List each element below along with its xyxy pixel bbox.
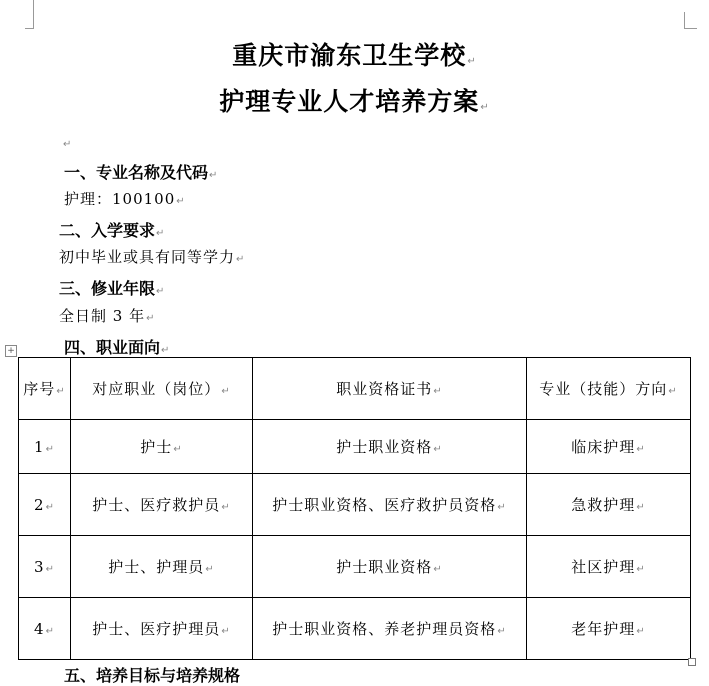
paragraph-mark-icon: ↵ <box>480 102 490 113</box>
table-cell[interactable]: 护士、医疗护理员↵ <box>71 598 253 660</box>
paragraph-mark-icon: ↵ <box>636 502 646 513</box>
section3-body: 全日制 3 年↵ <box>59 307 156 325</box>
empty-paragraph <box>62 132 71 151</box>
paragraph-mark-icon: ↵ <box>221 386 231 397</box>
section1-body: 护理：100100↵ <box>64 190 186 208</box>
table-row <box>19 536 691 598</box>
paragraph-mark-icon: ↵ <box>636 444 646 455</box>
section5-heading-partial: 五、培养目标与培养规格 <box>64 666 241 685</box>
paragraph-mark-icon: ↵ <box>205 564 215 575</box>
header-cell-index[interactable]: 序号↵ <box>19 358 71 420</box>
section4-heading: 四、职业面向↵ <box>64 338 170 357</box>
page-corner-mark-right <box>684 12 697 29</box>
section1-heading: 一、专业名称及代码↵ <box>64 163 218 182</box>
paragraph-mark-icon: ↵ <box>636 626 646 637</box>
table-header-row <box>19 358 691 420</box>
paragraph-mark-icon: ↵ <box>45 443 55 455</box>
table-row <box>19 598 691 660</box>
header-cell-direction[interactable]: 专业（技能）方向↵ <box>527 358 691 420</box>
section2-body: 初中毕业或具有同等学力↵ <box>59 248 246 266</box>
paragraph-mark-icon: ↵ <box>636 564 646 575</box>
paragraph-mark-icon: ↵ <box>56 386 66 397</box>
table-cell[interactable]: 护士职业资格↵ <box>253 536 527 598</box>
table-cell[interactable]: 1↵ <box>19 420 71 474</box>
paragraph-mark-icon: ↵ <box>221 502 231 513</box>
paragraph-mark-icon: ↵ <box>433 386 443 397</box>
paragraph-mark-icon: ↵ <box>161 345 170 356</box>
page-corner-mark-left <box>25 0 34 29</box>
paragraph-mark-icon: ↵ <box>45 563 55 575</box>
table-cell[interactable]: 3↵ <box>19 536 71 598</box>
table-cell[interactable]: 4↵ <box>19 598 71 660</box>
paragraph-mark-icon: ↵ <box>176 196 186 207</box>
paragraph-mark-icon: ↵ <box>433 444 443 455</box>
header-cell-occupation[interactable]: 对应职业（岗位）↵ <box>71 358 253 420</box>
table-cell[interactable]: 护士职业资格、医疗救护员资格↵ <box>253 474 527 536</box>
paragraph-mark-icon: ↵ <box>63 139 72 150</box>
table-row <box>19 420 691 474</box>
table-cell[interactable]: 护士、护理员↵ <box>71 536 253 598</box>
paragraph-mark-icon: ↵ <box>146 313 156 324</box>
occupation-table <box>18 357 691 660</box>
paragraph-mark-icon: ↵ <box>156 286 165 297</box>
paragraph-mark-icon: ↵ <box>497 626 507 637</box>
table-cell[interactable]: 2↵ <box>19 474 71 536</box>
section2-heading: 二、入学要求↵ <box>59 221 165 240</box>
paragraph-mark-icon: ↵ <box>45 501 55 513</box>
table-cell[interactable]: 社区护理↵ <box>527 536 691 598</box>
table-cell[interactable]: 老年护理↵ <box>527 598 691 660</box>
document-title-line1: 重庆市渝东卫生学校↵ <box>232 41 477 70</box>
paragraph-mark-icon: ↵ <box>156 228 165 239</box>
table-cell[interactable]: 急救护理↵ <box>527 474 691 536</box>
paragraph-mark-icon: ↵ <box>209 170 218 181</box>
paragraph-mark-icon: ↵ <box>236 254 246 265</box>
paragraph-mark-icon: ↵ <box>433 564 443 575</box>
table-move-icon[interactable]: + <box>5 345 17 357</box>
table-row <box>19 474 691 536</box>
paragraph-mark-icon: ↵ <box>497 502 507 513</box>
table-cell[interactable]: 临床护理↵ <box>527 420 691 474</box>
paragraph-mark-icon: ↵ <box>221 626 231 637</box>
table-cell[interactable]: 护士、医疗救护员↵ <box>71 474 253 536</box>
paragraph-mark-icon: ↵ <box>467 56 477 67</box>
paragraph-mark-icon: ↵ <box>173 444 183 455</box>
table-cell[interactable]: 护士职业资格、养老护理员资格↵ <box>253 598 527 660</box>
table-cell[interactable]: 护士↵ <box>71 420 253 474</box>
paragraph-mark-icon: ↵ <box>668 386 678 397</box>
paragraph-mark-icon: ↵ <box>45 625 55 637</box>
table-cell[interactable]: 护士职业资格↵ <box>253 420 527 474</box>
header-cell-certificate[interactable]: 职业资格证书↵ <box>253 358 527 420</box>
table-resize-handle-icon[interactable] <box>688 658 696 666</box>
section3-heading: 三、修业年限↵ <box>59 279 165 298</box>
document-title-line2: 护理专业人才培养方案↵ <box>219 87 490 116</box>
